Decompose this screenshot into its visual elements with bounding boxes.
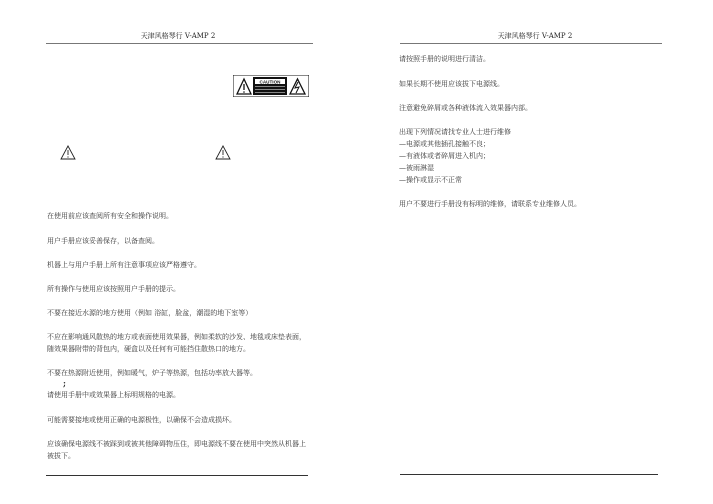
header-rule [46,43,313,44]
caution-label-image [233,75,309,97]
paragraph: 不要在接近水源的地方使用（例如 浴缸，脸盆，潮湿的地下室等） [47,309,253,317]
list-item: —操作或显示不正常 [399,176,462,184]
paragraph: 请使用手册中或效果器上标明规格的电源。 [47,391,180,399]
page-header: 天津风格琴行 V-AMP 2 [140,32,216,40]
paragraph: 在使用前应该查阅所有安全和操作说明。 [47,212,173,220]
caution-text: CAUTION [259,79,281,85]
paragraph: 所有操作与使用应该按照用户手册的提示。 [47,285,180,293]
paragraph: 不要在热源附近使用，例如暖气，炉子等热源，包括功率放大器等。 [47,369,257,377]
left-page [0,0,356,504]
warning-icon [215,145,231,160]
caution-icon [233,75,309,97]
service-intro: 出现下列情况请找专业人士进行维修 [399,128,511,136]
warning-icon [60,145,76,160]
paragraph: 可能需要接地或使用正确的电源极性，以确保不会造成损坏。 [47,416,236,424]
paragraph: 用户手册应该妥善保存，以备查阅。 [47,237,159,245]
paragraph: 应该确保电源线不被踩到或被其他障碍物压住，即电源线不要在使用中突然从机器上被拔下。 [47,440,306,460]
footer-rule [46,475,308,476]
bullet-symbol: ; [63,378,66,388]
paragraph: 机器上与用户手册上所有注意事项应该严格遵守。 [47,261,201,269]
list-item: —有液体或者碎屑进入机内； [399,152,490,160]
list-item: —被雨淋湿 [399,164,434,172]
paragraph: 如果长期不使用应该拔下电源线。 [399,80,504,88]
page-header: 天津风格琴行 V-AMP 2 [497,32,573,40]
paragraph: 不应在影响通风散热的地方或表面使用效果器，例如柔软的沙发、地毯或床垫表面，随效果器附带的背包内，硬盒以及任何有可能挡住散热口的地方。 [47,333,306,353]
header-rule [400,43,662,44]
paragraph: 请按照手册的说明进行清洁。 [399,55,490,63]
footer-rule [400,474,658,475]
list-item: —电源或其他插孔接触不良； [399,140,490,148]
right-page [357,0,713,504]
closing-paragraph: 用户不要进行手册没有标明的维修，请联系专业维修人员。 [399,200,581,208]
paragraph: 注意避免碎屑或各种液体流入效果器内部。 [399,104,532,112]
